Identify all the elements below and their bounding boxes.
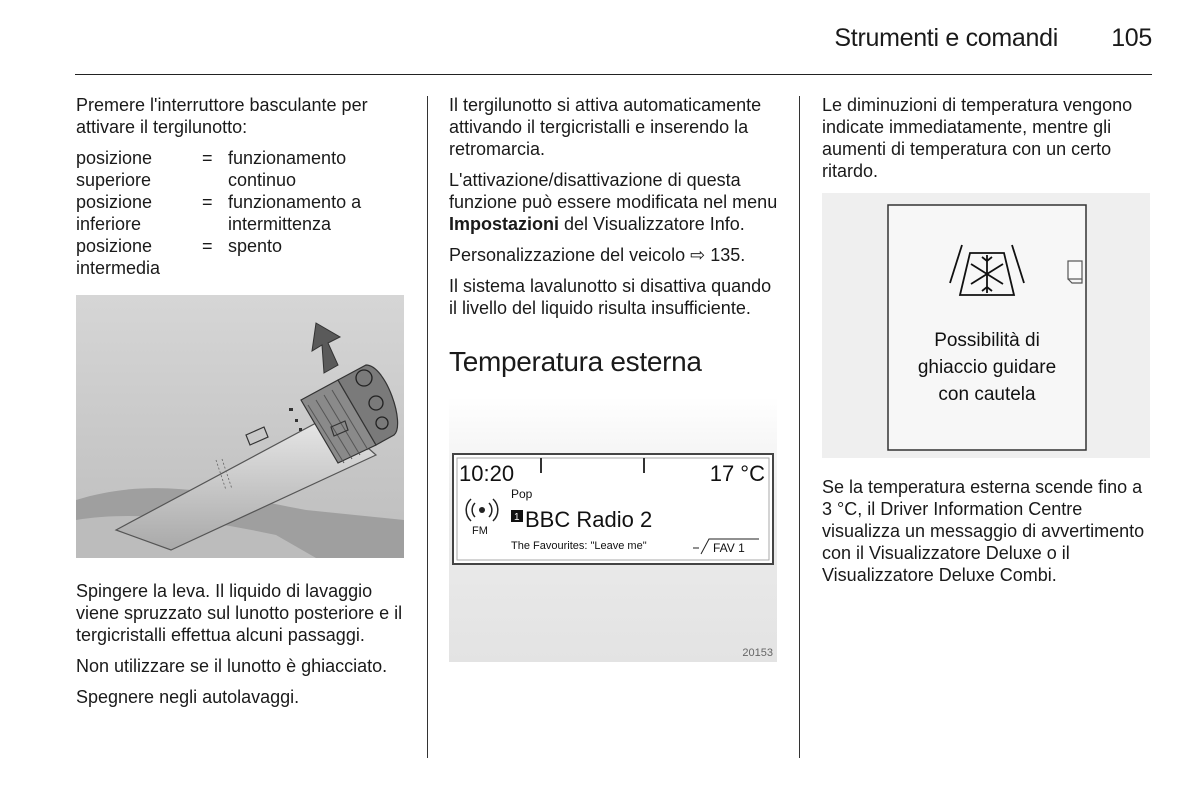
page-reference-arrow-icon: ⇨ — [690, 245, 706, 265]
settings-text-part: L'attivazione/disattivazione di questa funzione può essere modificata nel menu — [449, 170, 778, 212]
display-band: FM — [472, 525, 488, 537]
page-number: 105 — [1111, 24, 1152, 52]
display-genre: Pop — [511, 487, 533, 501]
position-desc-middle: spento — [228, 236, 283, 256]
position-term-lower: posizione inferiore — [76, 192, 153, 234]
warning-line-2: ghiaccio guidare — [917, 357, 1057, 378]
position-equals: = — [202, 148, 213, 168]
position-list — [76, 147, 406, 278]
header-rule — [75, 74, 1152, 75]
settings-text-part: del Visualizzatore Info. — [559, 214, 745, 234]
push-lever-text: Spingere la leva. Il liquido di lavaggio viene spruzzato sul lunotto posteriore e il tergicristalli effettua alcuni passaggi. — [76, 581, 403, 645]
position-desc-upper: funzionamento continuo — [228, 148, 347, 190]
settings-menu-name: Impostazioni — [449, 214, 560, 234]
personalization-reference — [449, 244, 779, 266]
page-header-title: Strumenti e comandi — [834, 24, 1058, 52]
washer-deactivation-text: Il sistema lavalunotto si disattiva quando il livello del liquido risulta insufficiente. — [449, 276, 772, 318]
column-2 — [449, 94, 779, 662]
figure-code: 20153 — [742, 647, 773, 659]
carwash-instruction: Spegnere negli autolavaggi. — [76, 687, 300, 707]
intro-text: Premere l'interruttore basculante per attivare il tergilunotto: — [76, 95, 368, 137]
warning-line-1: Possibilità di — [934, 330, 1040, 351]
column-3 — [822, 94, 1152, 595]
display-rds-text: The Favourites: "Leave me" — [511, 540, 647, 552]
column-separator-1 — [427, 96, 428, 758]
temperature-delay-text: Le diminuzioni di temperatura vengono indicate immediatamente, mentre gli aumenti di temperatura con un certo ritardo. — [822, 95, 1133, 181]
page-reference-number: 135. — [710, 245, 746, 265]
wiper-lever-drawing — [76, 295, 404, 558]
iced-window-warning: Non utilizzare se il lunotto è ghiacciato. — [76, 656, 388, 676]
ice-warning-illustration — [822, 193, 1150, 458]
display-station: BBC Radio 2 — [525, 507, 653, 532]
section-heading: Temperatura esterna — [449, 346, 702, 377]
settings-text — [449, 169, 779, 235]
wiper-lever-illustration — [76, 295, 404, 558]
display-fav-button: FAV 1 — [713, 541, 745, 555]
position-desc-lower: funzionamento a intermittenza — [228, 192, 362, 234]
personalization-text: Personalizzazione del veicolo — [449, 245, 686, 265]
info-display-illustration — [449, 397, 777, 662]
warning-line-3: con cautela — [938, 384, 1036, 405]
column-1 — [76, 94, 406, 717]
position-term-middle: posizione intermedia — [76, 236, 161, 278]
auto-activation-text: Il tergilunotto si attiva automaticamente attivando il tergicristalli e inserendo la retromarcia. — [449, 95, 762, 159]
svg-text:1: 1 — [514, 512, 520, 523]
info-display-drawing — [449, 397, 777, 662]
ice-warning-drawing — [822, 193, 1150, 458]
position-term-upper: posizione superiore — [76, 148, 153, 190]
display-temperature: 17 °C — [709, 461, 765, 486]
display-time: 10:20 — [459, 461, 515, 486]
position-equals: = — [202, 192, 213, 212]
low-temperature-warning-text: Se la temperatura esterna scende fino a 3 °C, il Driver Information Centre visualizza un messaggio di avvertimento con il Visualizzatore Deluxe o il Visualizzatore Deluxe Combi. — [822, 477, 1145, 585]
column-separator-2 — [799, 96, 800, 758]
position-equals: = — [202, 236, 213, 256]
